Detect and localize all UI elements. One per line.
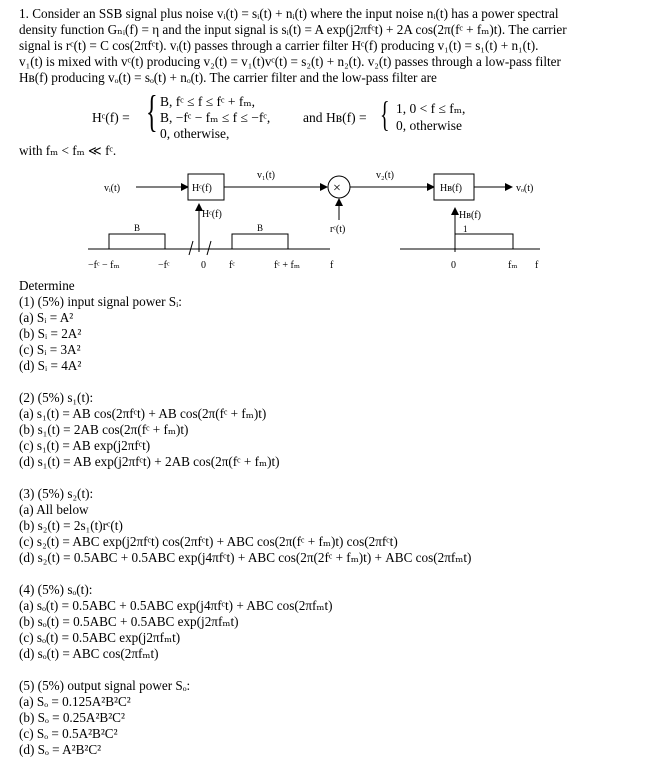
hc-brace: { <box>146 87 158 136</box>
q3-option-b: (b) s₂(t) = 2s₁(t)rᶜ(t) <box>19 518 123 533</box>
hb-one-label: 1 <box>463 224 468 234</box>
q2-prompt: (2) (5%) s₁(t): <box>19 390 94 405</box>
tick-fm: fₘ <box>508 260 518 271</box>
hc-passband-negative <box>109 234 165 249</box>
hc-carrier-impulse-neg <box>189 241 193 255</box>
hc-b-left: B <box>134 223 141 233</box>
q2-option-a: (a) s₁(t) = AB cos(2πfᶜt) + AB cos(2π(fᶜ + fₘ)t) <box>19 406 267 421</box>
hc-case-2: B, −fᶜ − fₘ ≤ f ≤ −fᶜ, <box>160 110 271 125</box>
q5-option-d: (d) Sₒ = A²B²C² <box>19 742 102 757</box>
q1-option-d: (d) Sᵢ = 4A² <box>19 358 82 373</box>
v2-label: v₂(t) <box>376 170 394 181</box>
q4-prompt: (4) (5%) sₒ(t): <box>19 582 93 597</box>
q3-option-a: (a) All below <box>19 502 89 517</box>
mixer-symbol: × <box>333 181 341 196</box>
intro-line-2: density function Gₙᵢ(f) = η and the input signal is sᵢ(t) = A exp(j2πfᶜt) + 2A cos(2π(fᶜ + fₘ)t). The carrier <box>19 22 567 37</box>
intro-line-3: signal is rᶜ(t) = C cos(2πfᶜt). vᵢ(t) passes through a carrier filter Hᶜ(f) producing v₁(t) = s₁(t) + n₁(t). <box>19 38 539 53</box>
hb-lhs: Hʙ(f) = <box>326 110 367 125</box>
q5-option-a: (a) Sₒ = 0.125A²B²C² <box>19 694 131 709</box>
q4-option-c: (c) sₒ(t) = 0.5ABC exp(j2πfₘt) <box>19 630 181 645</box>
q4-option-b: (b) sₒ(t) = 0.5ABC + 0.5ABC exp(j2πfₘt) <box>19 614 239 629</box>
intro-line-4: v₁(t) is mixed with vᶜ(t) producing v₂(t) = v₁(t)vᶜ(t) = s₂(t) + n₂(t). v₂(t) passes through a low-pass filter <box>19 54 561 69</box>
hc-axis-label: Hᶜ(f) <box>202 209 222 220</box>
hc-box-label: Hᶜ(f) <box>192 183 212 194</box>
vo-label: vₒ(t) <box>516 183 534 194</box>
q5-prompt: (5) (5%) output signal power Sₒ: <box>19 678 191 693</box>
tick-zero-left: 0 <box>201 260 206 271</box>
q3-option-c: (c) s₂(t) = ABC exp(j2πfᶜt) cos(2πfᶜt) + ABC cos(2π(fᶜ + fₘ)t) cos(2πfᶜt) <box>19 534 398 549</box>
hc-lhs: Hᶜ(f) = <box>92 110 130 125</box>
tick-f-left: f <box>330 260 334 271</box>
q2-option-c: (c) s₁(t) = AB exp(j2πfᶜt) <box>19 438 151 453</box>
q3-option-d: (d) s₂(t) = 0.5ABC + 0.5ABC exp(j4πfᶜt) + ABC cos(2π(2fᶜ + fₘ)t) + ABC cos(2πfₘt) <box>19 550 472 565</box>
tick-fc: fᶜ <box>229 260 235 271</box>
hb-passband <box>455 234 513 249</box>
hb-case-1: 1, 0 < f ≤ fₘ, <box>396 101 466 116</box>
q1-option-c: (c) Sᵢ = 3A² <box>19 342 81 357</box>
vi-label: vᵢ(t) <box>104 183 121 194</box>
tick-f-right: f <box>535 260 539 271</box>
tick-fc-fm: fᶜ + fₘ <box>274 260 300 271</box>
q1-option-b: (b) Sᵢ = 2A² <box>19 326 82 341</box>
intro-line-1: 1. Consider an SSB signal plus noise vᵢ(t) = sᵢ(t) + nᵢ(t) where the input noise nᵢ(t) has a power spectral <box>19 6 559 21</box>
q5-option-c: (c) Sₒ = 0.5A²B²C² <box>19 726 118 741</box>
rc-label: rᶜ(t) <box>330 224 346 235</box>
v1-label: v₁(t) <box>257 170 275 181</box>
q5-option-b: (b) Sₒ = 0.25A²B²C² <box>19 710 125 725</box>
q3-prompt: (3) (5%) s₂(t): <box>19 486 94 501</box>
and-word: and <box>303 110 323 125</box>
tick-zero-right: 0 <box>451 260 456 271</box>
q2-option-b: (b) s₁(t) = 2AB cos(2π(fᶜ + fₘ)t) <box>19 422 189 437</box>
determine-heading: Determine <box>19 278 75 293</box>
q2-option-d: (d) s₁(t) = AB exp(j2πfᶜt) + 2AB cos(2π(fᶜ + fₘ)t) <box>19 454 280 469</box>
q1-option-a: (a) Sᵢ = A² <box>19 310 74 325</box>
intro-line-5: Hʙ(f) producing vₒ(t) = sₒ(t) + nₒ(t). The carrier filter and the low-pass filter are <box>19 70 437 85</box>
hc-passband-positive <box>232 234 288 249</box>
q4-option-d: (d) sₒ(t) = ABC cos(2πfₘt) <box>19 646 159 661</box>
hc-case-3: 0, otherwise, <box>160 126 230 141</box>
hc-carrier-impulse-pos <box>207 241 211 255</box>
hb-axis-label: Hʙ(f) <box>459 210 481 221</box>
q1-prompt: (1) (5%) input signal power Sᵢ: <box>19 294 182 309</box>
hb-box-label: Hʙ(f) <box>440 183 462 194</box>
tick-neg-fc-fm: −fᶜ − fₘ <box>88 260 120 271</box>
condition-text: with fₘ < fₘ ≪ fᶜ. <box>19 143 117 158</box>
q4-option-a: (a) sₒ(t) = 0.5ABC + 0.5ABC exp(j4πfᶜt) + ABC cos(2πfₘt) <box>19 598 333 613</box>
block-diagram <box>0 160 656 280</box>
hc-case-1: B, fᶜ ≤ f ≤ fᶜ + fₘ, <box>160 94 255 109</box>
tick-neg-fc: −fᶜ <box>158 260 170 271</box>
hb-case-2: 0, otherwise <box>396 118 462 133</box>
hc-b-right: B <box>257 223 264 233</box>
hb-brace: { <box>380 94 390 134</box>
